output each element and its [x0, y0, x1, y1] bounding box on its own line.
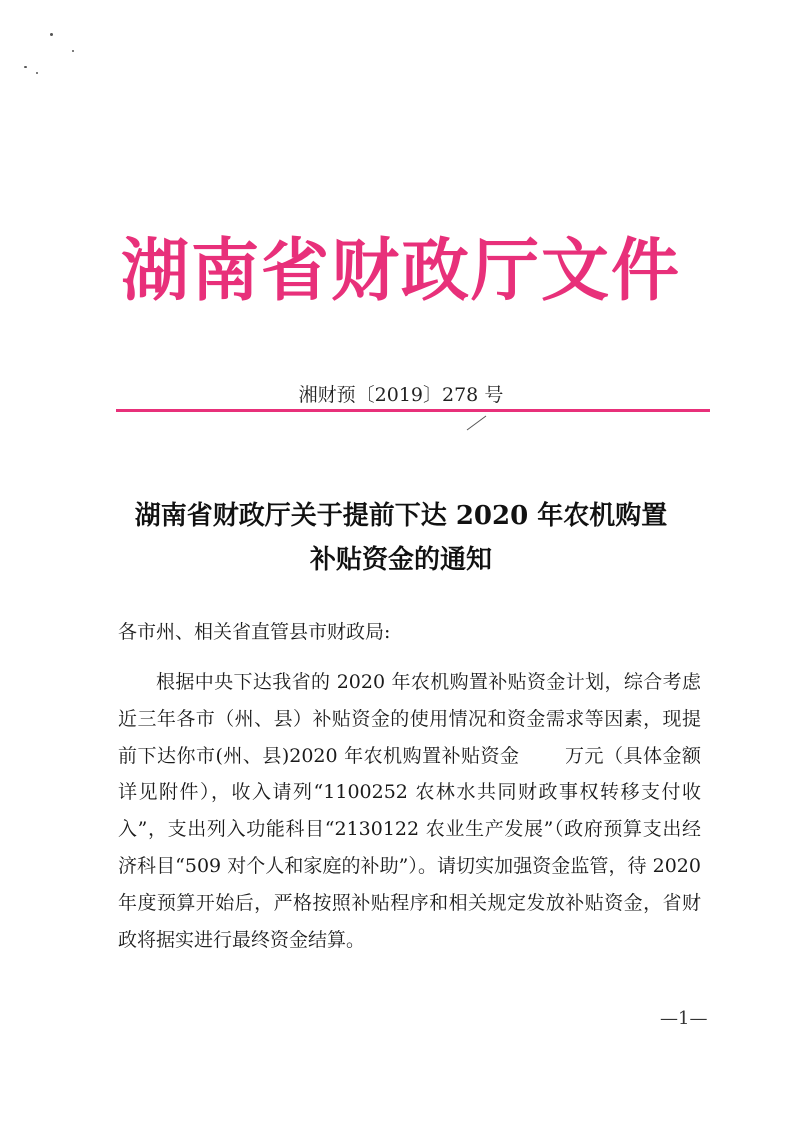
scan-speck — [36, 72, 38, 74]
notice-title-line-1: 湖南省财政厅关于提前下达 2020 年农机购置 — [134, 501, 668, 531]
scan-speck — [72, 50, 74, 52]
issuer-heading: 湖南省财政厅文件 — [120, 232, 681, 311]
document-number: 湘财预〔2019〕278 号 — [298, 384, 504, 406]
salutation: 各市州、相关省直管县市财政局: — [118, 621, 391, 643]
notice-title — [60, 494, 742, 582]
scan-speck — [50, 33, 53, 36]
pen-stroke-mark — [466, 414, 488, 432]
scan-speck — [24, 66, 27, 68]
red-divider-line — [116, 409, 710, 412]
page-number: —1— — [660, 1008, 708, 1029]
body-paragraph: 根据中央下达我省的 2020 年农机购置补贴资金计划，综合考虑近三年各市（州、县）补贴资金的使用情况和资金需求等因素，现提前下达你市(州、县)2020 年农机购置补贴资金 万元（具体金额详见附件），收入请列“1100252 农林水共同财政事权转移支付收入”，支出列入功能科目“2130122 农业生产发展”（政府预算支出经济科目“509 对个人和家庭的补助”）。请切实加强资金监管，待 2020 年度预算开始后，严格按照补贴程序和相关规定发放补贴资金，省财政将据实进行最终资金结算。 — [118, 671, 701, 951]
notice-title-line-2: 补贴资金的通知 — [309, 545, 492, 575]
